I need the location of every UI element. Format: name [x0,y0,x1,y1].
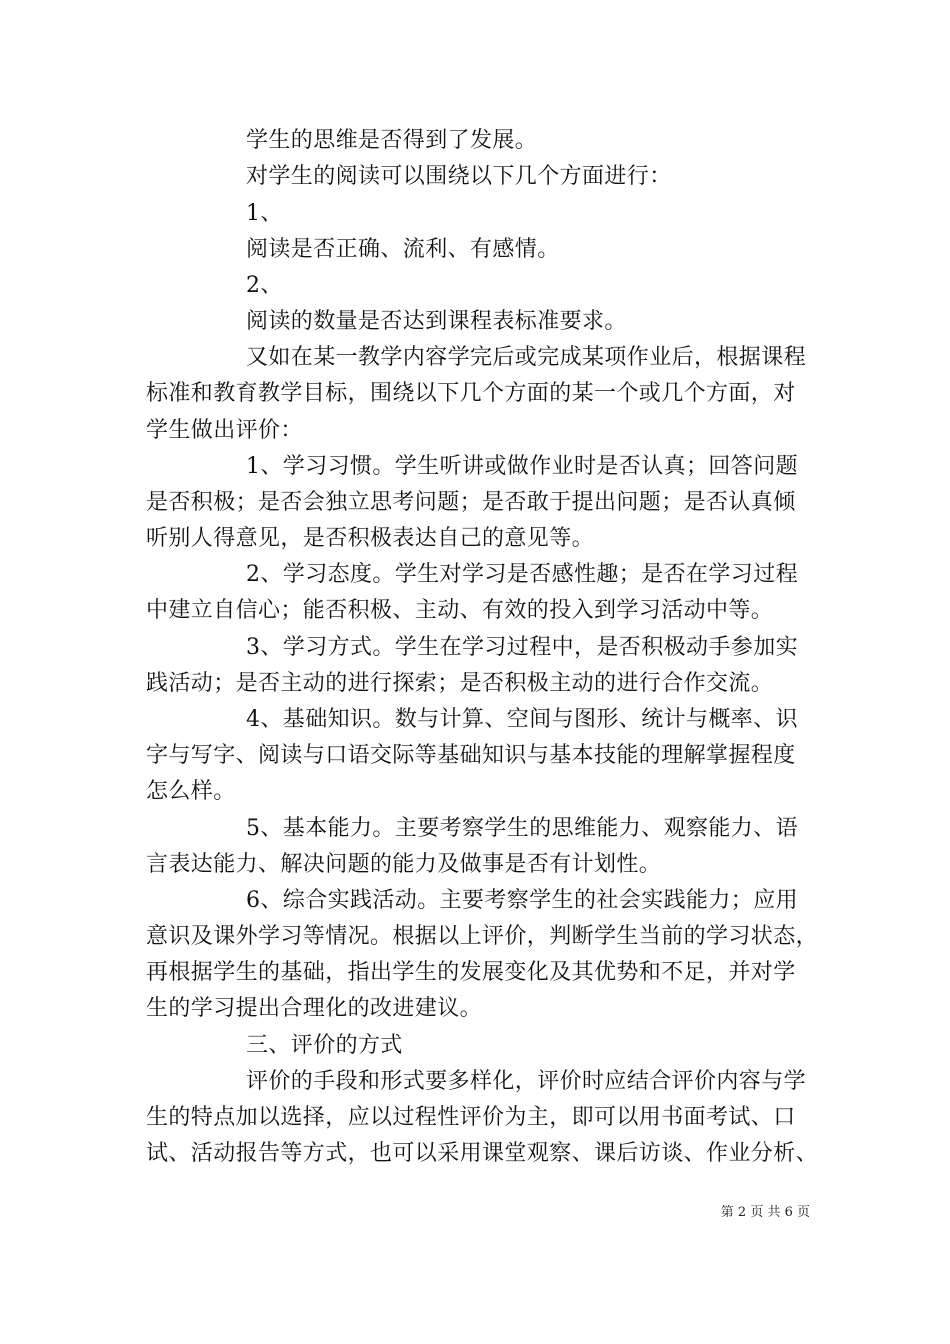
text-line: 听别人得意见，是否积极表达自己的意见等。 [146,526,595,551]
page-number: 第 2 页 共 6 页 [720,1205,810,1220]
text-line: 怎么样。 [146,779,236,804]
text-line: 学生的思维是否得到了发展。 [246,128,538,153]
section-heading: 三、评价的方式 [246,1033,403,1058]
text-line: 4、基础知识。数与计算、空间与图形、统计与概率、识 [246,707,798,732]
text-line: 1、 [246,201,283,226]
text-line: 阅读是否正确、流利、有感情。 [246,237,560,262]
text-line: 标准和教育教学目标，围绕以下几个方面的某一个或几个方面，对 [146,381,796,406]
text-line: 学生做出评价： [146,418,303,443]
text-line: 1、学习习惯。学生听讲或做作业时是否认真；回答问题 [246,454,798,479]
text-line: 字与写字、阅读与口语交际等基础知识与基本技能的理解掌握程度 [146,743,796,768]
text-line: 言表达能力、解决问题的能力及做事是否有计划性。 [146,852,662,877]
text-line: 再根据学生的基础，指出学生的发展变化及其优势和不足，并对学 [146,960,796,985]
text-line: 阅读的数量是否达到课程表标准要求。 [246,309,627,334]
text-line: 对学生的阅读可以围绕以下几个方面进行： [246,164,672,189]
text-line: 又如在某一教学内容学完后或完成某项作业后，根据课程 [246,345,807,370]
text-line: 2、学习态度。学生对学习是否感性趣；是否在学习过程 [246,562,798,587]
text-line: 3、学习方式。学生在学习过程中，是否积极动手参加实 [246,635,798,660]
text-line: 践活动；是否主动的进行探索；是否积极主动的进行合作交流。 [146,671,774,696]
text-line: 5、基本能力。主要考察学生的思维能力、观察能力、语 [246,816,798,841]
text-line: 生的特点加以选择，应以过程性评价为主，即可以用书面考试、口 [146,1105,796,1130]
text-line: 评价的手段和形式要多样化，评价时应结合评价内容与学 [246,1069,807,1094]
text-line: 试、活动报告等方式，也可以采用课堂观察、课后访谈、作业分析、 [146,1141,819,1166]
text-line: 中建立自信心；能否积极、主动、有效的投入到学习活动中等。 [146,598,774,623]
text-line: 是否积极；是否会独立思考问题；是否敢于提出问题；是否认真倾 [146,490,796,515]
text-line: 生的学习提出合理化的改进建议。 [146,996,483,1021]
text-line: 6、综合实践活动。主要考察学生的社会实践能力；应用 [246,888,798,913]
text-line: 意识及课外学习等情况。根据以上评价，判断学生当前的学习状态， [146,924,819,949]
text-line: 2、 [246,273,283,298]
